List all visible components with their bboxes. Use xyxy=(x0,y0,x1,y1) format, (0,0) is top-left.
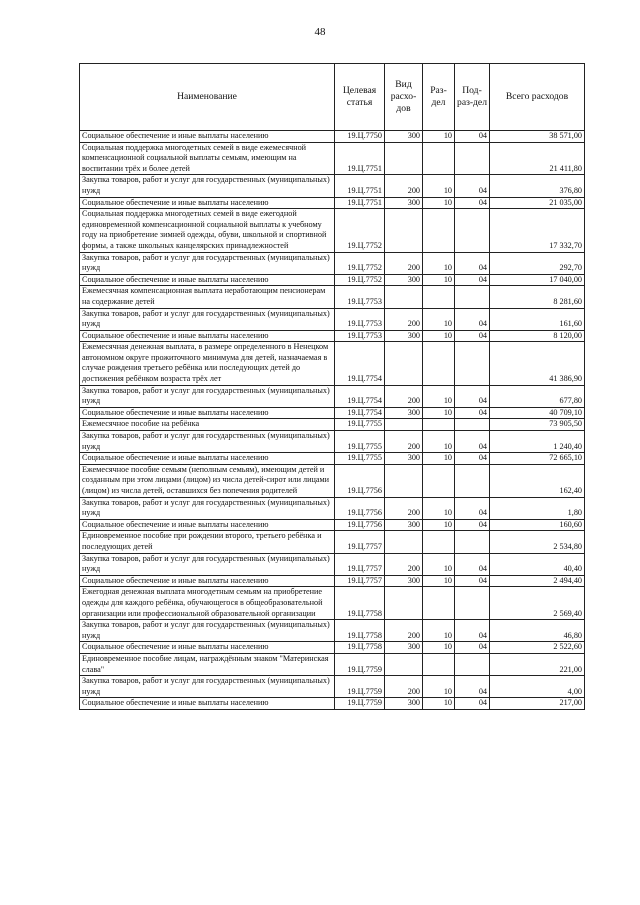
row-code: 19.Ц.7757 xyxy=(335,575,385,587)
row-vid: 300 xyxy=(385,131,423,143)
row-code: 19.Ц.7752 xyxy=(335,252,385,274)
row-razdel: 10 xyxy=(423,330,455,342)
row-code: 19.Ц.7754 xyxy=(335,342,385,385)
table-row xyxy=(80,620,585,642)
row-total: 21 035,00 xyxy=(490,197,585,209)
row-code: 19.Ц.7758 xyxy=(335,642,385,654)
row-name: Социальное обеспечение и иные выплаты населению xyxy=(80,698,335,710)
row-razdel: 10 xyxy=(423,575,455,587)
row-total: 73 905,50 xyxy=(490,419,585,431)
row-vid: 200 xyxy=(385,620,423,642)
table-row xyxy=(80,642,585,654)
row-podrazdel xyxy=(455,342,490,385)
header-name: Наименование xyxy=(80,64,335,131)
row-name: Социальное обеспечение и иные выплаты населению xyxy=(80,575,335,587)
row-name: Закупка товаров, работ и услуг для государственных (муниципальных) нужд xyxy=(80,308,335,330)
row-total: 17 040,00 xyxy=(490,274,585,286)
row-podrazdel: 04 xyxy=(455,197,490,209)
row-name: Социальное обеспечение и иные выплаты населению xyxy=(80,642,335,654)
row-total: 4,00 xyxy=(490,676,585,698)
row-podrazdel: 04 xyxy=(455,431,490,453)
row-vid xyxy=(385,419,423,431)
row-vid: 200 xyxy=(385,431,423,453)
table-row xyxy=(80,131,585,143)
row-razdel: 10 xyxy=(423,175,455,197)
header-code: Целевая статья xyxy=(335,64,385,131)
row-code: 19.Ц.7751 xyxy=(335,142,385,175)
table-row xyxy=(80,431,585,453)
row-code: 19.Ц.7758 xyxy=(335,587,385,620)
row-total: 40 709,10 xyxy=(490,407,585,419)
table-row xyxy=(80,197,585,209)
row-code: 19.Ц.7755 xyxy=(335,453,385,465)
row-vid: 200 xyxy=(385,676,423,698)
table-row xyxy=(80,419,585,431)
row-razdel xyxy=(423,419,455,431)
table-row xyxy=(80,653,585,675)
row-code: 19.Ц.7757 xyxy=(335,553,385,575)
table-row xyxy=(80,175,585,197)
table-row xyxy=(80,519,585,531)
table-row xyxy=(80,385,585,407)
row-code: 19.Ц.7753 xyxy=(335,286,385,308)
table-row xyxy=(80,342,585,385)
row-name: Единовременное пособие лицам, награждённым знаком "Материнская слава" xyxy=(80,653,335,675)
row-podrazdel: 04 xyxy=(455,274,490,286)
row-total: 21 411,80 xyxy=(490,142,585,175)
row-podrazdel: 04 xyxy=(455,553,490,575)
row-podrazdel: 04 xyxy=(455,453,490,465)
page-number: 48 xyxy=(314,26,326,38)
table-row xyxy=(80,453,585,465)
row-name: Социальное обеспечение и иные выплаты населению xyxy=(80,131,335,143)
row-razdel: 10 xyxy=(423,698,455,710)
row-razdel: 10 xyxy=(423,385,455,407)
table-row xyxy=(80,676,585,698)
row-name: Социальное обеспечение и иные выплаты населению xyxy=(80,330,335,342)
row-podrazdel: 04 xyxy=(455,252,490,274)
row-total: 2 522,60 xyxy=(490,642,585,654)
row-total: 17 332,70 xyxy=(490,209,585,252)
row-code: 19.Ц.7753 xyxy=(335,330,385,342)
row-podrazdel: 04 xyxy=(455,642,490,654)
row-code: 19.Ц.7756 xyxy=(335,464,385,497)
row-code: 19.Ц.7757 xyxy=(335,531,385,553)
row-razdel: 10 xyxy=(423,676,455,698)
table-row xyxy=(80,531,585,553)
row-razdel: 10 xyxy=(423,642,455,654)
header-vid: Вид расхо-дов xyxy=(385,64,423,131)
row-podrazdel xyxy=(455,587,490,620)
row-name: Закупка товаров, работ и услуг для государственных (муниципальных) нужд xyxy=(80,497,335,519)
row-vid: 300 xyxy=(385,519,423,531)
row-razdel xyxy=(423,142,455,175)
row-name: Закупка товаров, работ и услуг для государственных (муниципальных) нужд xyxy=(80,553,335,575)
row-total: 1,80 xyxy=(490,497,585,519)
table-row xyxy=(80,330,585,342)
row-total: 2 494,40 xyxy=(490,575,585,587)
row-vid: 300 xyxy=(385,642,423,654)
row-podrazdel: 04 xyxy=(455,575,490,587)
row-vid xyxy=(385,209,423,252)
table-row xyxy=(80,497,585,519)
row-razdel: 10 xyxy=(423,252,455,274)
row-name: Социальное обеспечение и иные выплаты населению xyxy=(80,197,335,209)
table-row xyxy=(80,252,585,274)
row-podrazdel: 04 xyxy=(455,131,490,143)
row-vid: 200 xyxy=(385,385,423,407)
row-razdel xyxy=(423,464,455,497)
row-razdel: 10 xyxy=(423,453,455,465)
row-total: 38 571,00 xyxy=(490,131,585,143)
row-name: Ежемесячное пособие семьям (неполным семьям), имеющим детей и созданным при этом лицами (лицом) из числа детей-сирот или лицами (лицом) из числа детей, оставшихся без попечения родителей xyxy=(80,464,335,497)
row-vid xyxy=(385,286,423,308)
row-name: Социальное обеспечение и иные выплаты населению xyxy=(80,453,335,465)
row-podrazdel xyxy=(455,209,490,252)
row-total: 161,60 xyxy=(490,308,585,330)
row-code: 19.Ц.7756 xyxy=(335,519,385,531)
row-code: 19.Ц.7754 xyxy=(335,385,385,407)
row-podrazdel xyxy=(455,531,490,553)
row-razdel xyxy=(423,587,455,620)
row-name: Закупка товаров, работ и услуг для государственных (муниципальных) нужд xyxy=(80,676,335,698)
table-body xyxy=(80,131,585,710)
row-podrazdel: 04 xyxy=(455,497,490,519)
row-name: Ежемесячная денежная выплата, в размере определенного в Ненецком автономном округе прожиточного минимума для детей, назначаемая в случае рождения третьего ребёнка или последующих детей до достижения ребёнком возраста трёх лет xyxy=(80,342,335,385)
row-podrazdel xyxy=(455,464,490,497)
row-code: 19.Ц.7751 xyxy=(335,197,385,209)
row-razdel xyxy=(423,209,455,252)
table-row xyxy=(80,142,585,175)
table-row xyxy=(80,464,585,497)
table-row xyxy=(80,553,585,575)
table-row xyxy=(80,286,585,308)
row-total: 221,00 xyxy=(490,653,585,675)
row-podrazdel: 04 xyxy=(455,676,490,698)
row-vid xyxy=(385,531,423,553)
header-total: Всего расходов xyxy=(490,64,585,131)
row-podrazdel: 04 xyxy=(455,308,490,330)
row-total: 677,80 xyxy=(490,385,585,407)
row-code: 19.Ц.7753 xyxy=(335,308,385,330)
row-podrazdel: 04 xyxy=(455,330,490,342)
row-code: 19.Ц.7756 xyxy=(335,497,385,519)
row-code: 19.Ц.7759 xyxy=(335,698,385,710)
row-total: 41 386,90 xyxy=(490,342,585,385)
row-total: 162,40 xyxy=(490,464,585,497)
header-podrazdel: Под-раз-дел xyxy=(455,64,490,131)
row-name: Ежегодная денежная выплата многодетным семьям на приобретение одежды для каждого ребёнка, обучающегося в общеобразовательной организации или профессиональной образовательной организации xyxy=(80,587,335,620)
row-vid: 200 xyxy=(385,553,423,575)
row-vid: 200 xyxy=(385,497,423,519)
row-vid xyxy=(385,342,423,385)
row-code: 19.Ц.7754 xyxy=(335,407,385,419)
row-vid: 300 xyxy=(385,698,423,710)
row-razdel xyxy=(423,653,455,675)
row-total: 292,70 xyxy=(490,252,585,274)
row-podrazdel xyxy=(455,653,490,675)
row-code: 19.Ц.7751 xyxy=(335,175,385,197)
row-vid: 200 xyxy=(385,175,423,197)
row-total: 1 240,40 xyxy=(490,431,585,453)
row-podrazdel: 04 xyxy=(455,620,490,642)
row-podrazdel: 04 xyxy=(455,698,490,710)
row-total: 160,60 xyxy=(490,519,585,531)
row-total: 376,80 xyxy=(490,175,585,197)
row-code: 19.Ц.7750 xyxy=(335,131,385,143)
row-code: 19.Ц.7758 xyxy=(335,620,385,642)
row-vid xyxy=(385,464,423,497)
row-vid: 300 xyxy=(385,274,423,286)
row-razdel xyxy=(423,531,455,553)
row-total: 40,40 xyxy=(490,553,585,575)
row-podrazdel xyxy=(455,419,490,431)
row-vid: 300 xyxy=(385,453,423,465)
row-name: Единовременное пособие при рождении второго, третьего ребёнка и последующих детей xyxy=(80,531,335,553)
row-total: 46,80 xyxy=(490,620,585,642)
table-row xyxy=(80,698,585,710)
row-vid: 300 xyxy=(385,197,423,209)
row-razdel: 10 xyxy=(423,197,455,209)
row-razdel: 10 xyxy=(423,407,455,419)
row-vid: 200 xyxy=(385,252,423,274)
row-razdel: 10 xyxy=(423,431,455,453)
table-header-row xyxy=(80,64,585,131)
row-code: 19.Ц.7759 xyxy=(335,653,385,675)
row-code: 19.Ц.7755 xyxy=(335,419,385,431)
row-vid: 300 xyxy=(385,575,423,587)
row-total: 72 665,10 xyxy=(490,453,585,465)
row-razdel xyxy=(423,286,455,308)
row-podrazdel xyxy=(455,142,490,175)
row-code: 19.Ц.7759 xyxy=(335,676,385,698)
table-row xyxy=(80,274,585,286)
row-name: Социальное обеспечение и иные выплаты населению xyxy=(80,274,335,286)
row-podrazdel: 04 xyxy=(455,519,490,531)
table-row xyxy=(80,575,585,587)
table-row xyxy=(80,308,585,330)
row-name: Ежемесячное пособие на ребёнка xyxy=(80,419,335,431)
row-podrazdel: 04 xyxy=(455,407,490,419)
row-code: 19.Ц.7752 xyxy=(335,274,385,286)
row-name: Закупка товаров, работ и услуг для государственных (муниципальных) нужд xyxy=(80,385,335,407)
row-name: Закупка товаров, работ и услуг для государственных (муниципальных) нужд xyxy=(80,175,335,197)
row-vid xyxy=(385,587,423,620)
row-vid: 200 xyxy=(385,308,423,330)
row-podrazdel xyxy=(455,286,490,308)
table-row xyxy=(80,587,585,620)
row-name: Социальное обеспечение и иные выплаты населению xyxy=(80,519,335,531)
header-razdel: Раз-дел xyxy=(423,64,455,131)
row-total: 2 534,80 xyxy=(490,531,585,553)
row-name: Ежемесячная компенсационная выплата неработающим пенсионерам на содержание детей xyxy=(80,286,335,308)
row-name: Закупка товаров, работ и услуг для государственных (муниципальных) нужд xyxy=(80,252,335,274)
row-name: Социальное обеспечение и иные выплаты населению xyxy=(80,407,335,419)
table-row xyxy=(80,407,585,419)
row-vid xyxy=(385,142,423,175)
table-row xyxy=(80,209,585,252)
row-total: 8 281,60 xyxy=(490,286,585,308)
row-razdel: 10 xyxy=(423,620,455,642)
row-razdel: 10 xyxy=(423,308,455,330)
row-razdel xyxy=(423,342,455,385)
row-code: 19.Ц.7755 xyxy=(335,431,385,453)
row-vid: 300 xyxy=(385,407,423,419)
row-total: 8 120,00 xyxy=(490,330,585,342)
row-name: Закупка товаров, работ и услуг для государственных (муниципальных) нужд xyxy=(80,620,335,642)
row-total: 217,00 xyxy=(490,698,585,710)
row-razdel: 10 xyxy=(423,131,455,143)
row-code: 19.Ц.7752 xyxy=(335,209,385,252)
row-vid xyxy=(385,653,423,675)
row-razdel: 10 xyxy=(423,553,455,575)
row-vid: 300 xyxy=(385,330,423,342)
budget-table xyxy=(79,63,585,710)
row-name: Социальная поддержка многодетных семей в виде ежемесячной компенсационной социальной выплаты семьям, имеющим на воспитании трёх и более детей xyxy=(80,142,335,175)
row-podrazdel: 04 xyxy=(455,175,490,197)
row-razdel: 10 xyxy=(423,519,455,531)
row-total: 2 569,40 xyxy=(490,587,585,620)
row-name: Закупка товаров, работ и услуг для государственных (муниципальных) нужд xyxy=(80,431,335,453)
row-razdel: 10 xyxy=(423,274,455,286)
row-razdel: 10 xyxy=(423,497,455,519)
row-podrazdel: 04 xyxy=(455,385,490,407)
row-name: Социальная поддержка многодетных семей в виде ежегодной единовременной компенсационной социальной выплаты к учебному году на приобретение зимней одежды, обуви, школьной и спортивной формы, а также школьных канцелярских принадлежностей xyxy=(80,209,335,252)
